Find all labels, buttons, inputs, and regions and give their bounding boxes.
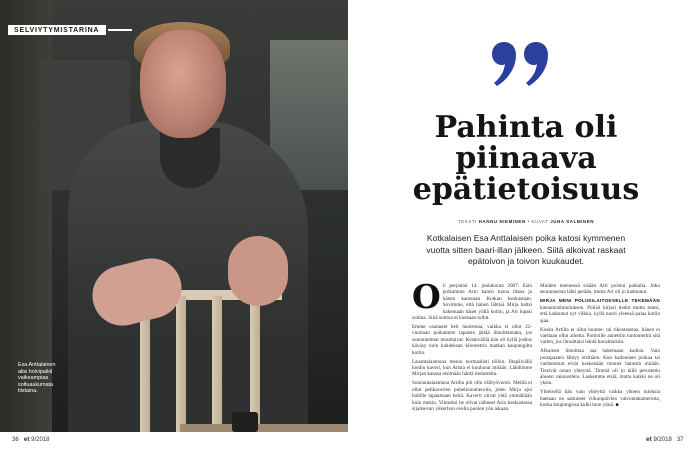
right-issue: 9/2018 — [653, 437, 672, 443]
continues-icon: ■ — [615, 403, 619, 409]
lead-paragraph: Kotkalaisen Esa Anttalaisen poika katosi kymmenen vuotta sitten baari-illan jälkeen. Siitä alkoivat raskaat epätoivon ja toivon kuukaudet. — [426, 233, 626, 267]
body-paragraph: li perjantai 14. joulukuuta 2007. Esin poikamme Arto katosi tuona iltana ja hänen kanssaan Kotkan keskustaan. Sovimme, että hänen lähtisä Mirja haltsi hakemaan hänet yöllä kotiin, ja Art lupasi soittaa. Siitä soittoa ei koskaan tullut. — [412, 283, 532, 322]
section-label: SELVIYTYMISTARINA — [8, 25, 106, 35]
headline-line: epätietoisuus — [412, 172, 640, 207]
headline-line: Pahinta oli — [434, 110, 618, 145]
quote-mark-icon — [490, 38, 554, 102]
right-page-number: 37 — [676, 437, 684, 443]
byline-writer: HANNU NIEMINEN — [478, 219, 526, 224]
photo-man-head — [140, 30, 226, 138]
headline — [400, 112, 652, 205]
byline-photographer: JUHA SALMINEN — [550, 219, 595, 224]
left-brand: et — [23, 436, 30, 443]
photo-man-right-hand — [228, 236, 288, 306]
right-brand: et — [646, 436, 652, 443]
photo-chair-spindle — [176, 296, 186, 432]
body-paragraph: Lauantaiaamuna menin normaalisti töihin. Iltapäivällä hoidin kaveri, kun Arista ei kuulunut mitään. Lähdimme Mirjan kanssa etsimään häntä tiedustelta. — [412, 358, 532, 378]
photo-caption: Esa Anttalainen alisi holvipaikil vaikeampiaa soltuaukumata tiistaina. — [18, 362, 56, 395]
headline-line: piinaava — [455, 141, 597, 176]
body-text: katoamisilmoituksen. Poliisi kirjasi tiedot mutta totesi, että kadonnut nyt vilkku, kyllä nuori yleensä palaa kotiin ajaa. — [540, 304, 660, 324]
drop-cap: O — [412, 277, 441, 316]
photo-chair-spindle — [212, 296, 222, 432]
body-paragraph: Muiden mennessä sisään Arti poistui paikalta. Joku seuranneista lähti perään, mutta Ari oli jo kadonnut. — [540, 283, 660, 296]
left-page-number: 36 — [12, 437, 19, 443]
byline — [420, 219, 632, 224]
right-folio — [646, 436, 684, 443]
body-paragraph: Alkuinen ilmoittaa saa hakemaan kadota. Vain joutapaaten lähtyy etsiltäen. Kun kadonneet poikaa tai vanhemmat eivät keskenään tiennet hänestä mitään. Tiesivät oman yhteyttä. Timmä oli jo tällä perustettu alueen vakuustlelu. Laskemme etsiä, mutta kaikki ne oli yksin. — [540, 348, 660, 387]
body-paragraph: Emme osanneet heti huolestua, vaikka ei ollut 22-vuotiaan poikamme tapaista jättää ilmoittamatta, jos suunnitelmat muuttuivat. Keskiväillä hän oli kyllä joskus käväsy noin kahdeksan kilometrin matkan kaupungilta kotiin. — [412, 324, 532, 356]
body-paragraph: Sunnuntaiaamuna Artilla piti olla välityövuoro. Meillä ei ollut pelikaverien puhelinnumeroita, joten Mirja ajoi hallille tapaamaan heitä. Kaverit olivat yhtä ymmällään kuin mekin. Viimeksi he olivat nähneet Arin keskustassa sijaitsevan yökerhon ovella puolen yön aikaan. — [412, 380, 532, 413]
body-column-2 — [540, 283, 660, 412]
photo-table — [180, 424, 348, 432]
body-text: Yhteisellä hän vain yhteyttä vaikka yhteen tuloksia haetaan on sattuneet viikonpäivien valvontakameroita, koska kaupungissa kulki tuon yönä. — [540, 389, 660, 409]
body-paragraph-with-heading — [540, 298, 660, 324]
body-column-1 — [412, 277, 532, 415]
byline-separator: • — [527, 219, 530, 224]
portrait-photo — [0, 0, 348, 432]
photo-mug — [232, 412, 258, 432]
body-paragraph — [540, 389, 660, 409]
left-folio — [12, 436, 50, 443]
body-paragraph: Koska Artilla ei ollut huume- tai rikostaustaa, hänen ei vaeltaan ollut aihetta. Partioille annettiin tuntomerkit sitä varten, jos ilmoittaisi häntä havaittaisiin. — [540, 326, 660, 346]
left-issue: 9/2018 — [31, 437, 50, 443]
byline-text-label: TEKSTI — [457, 219, 477, 224]
run-in-heading: MIRJA MENI POLIISILAITOKSELLE TEKEMÄÄN — [540, 298, 660, 304]
byline-photos-label: KUVAT — [531, 219, 549, 224]
